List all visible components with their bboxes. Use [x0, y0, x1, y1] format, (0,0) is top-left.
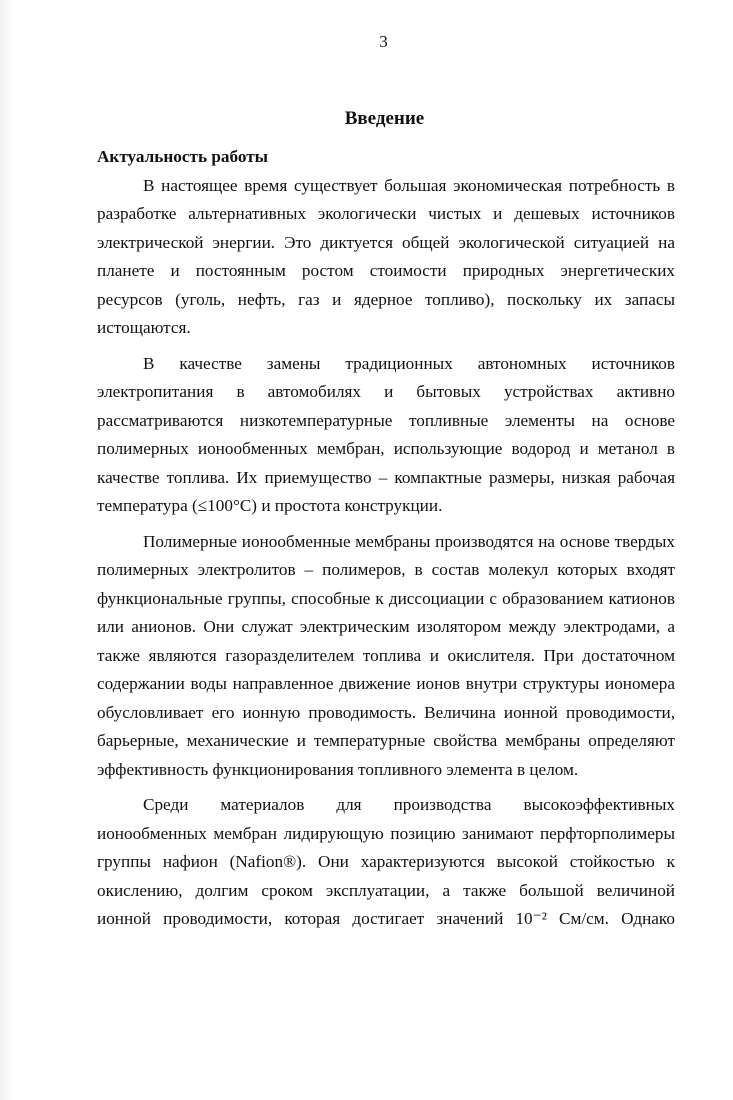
page-title: Введение: [344, 108, 425, 129]
paragraph: [97, 791, 675, 934]
document-body: [97, 143, 675, 934]
text-line: истощаются.: [97, 318, 191, 337]
paragraph: [97, 172, 675, 343]
text-line: Полимерные ионообменные мембраны производятся на основе твердых: [143, 531, 675, 551]
text-line: функциональные группы, способные к диссоциации с образованием катионов: [97, 588, 675, 608]
paragraphs: [97, 172, 675, 934]
text-line: ресурсов (уголь, нефть, газ и ядерное топливо), поскольку их запасы: [97, 289, 675, 309]
text-line: содержании воды направленное движение ионов внутри структуры иономера: [97, 674, 675, 693]
text-line: полимерных ионообменных мембран, использующие водород и метанол в: [97, 439, 675, 458]
text-line: планете и постоянным ростом стоимости природных энергетических: [97, 261, 675, 280]
text-line: разработке альтернативных экологически чистых и дешевых источников: [97, 204, 675, 223]
text-line: также являются газоразделителем топлива и окислителя. При достаточном: [97, 645, 675, 665]
text-line: ионной проводимости, которая достигает значений 10⁻² См/см. Однако: [97, 909, 675, 928]
text-line: или анионов. Они служат электрическим изолятором между электродами, а: [97, 617, 675, 636]
text-line: В настоящее время существует большая экономическая потребность в: [143, 175, 675, 195]
text-line: температура (≤100°С) и простота конструкции.: [97, 496, 443, 515]
text-line: электропитания в автомобилях и бытовых устройствах активно: [97, 382, 675, 401]
text-line: ионообменных мембран лидирующую позицию занимают перфторполимеры: [97, 823, 675, 843]
text-line: эффективность функционирования топливного элемента в целом.: [97, 759, 579, 779]
text-line: окислению, долгим сроком эксплуатации, а также большой величиной: [97, 880, 675, 900]
section-heading: Актуальность работы: [97, 147, 269, 166]
page-number: 3: [379, 32, 388, 51]
paragraph: [97, 350, 675, 521]
text-line: В качестве замены традиционных автономных источников: [143, 353, 675, 373]
scan-edge: [0, 0, 14, 1100]
text-line: барьерные, механические и температурные свойства мембраны определяют: [97, 731, 675, 750]
text-line: электрической энергии. Это диктуется общей экологической ситуацией на: [97, 232, 675, 252]
text-line: группы нафион (Nafion®). Они характеризуются высокой стойкостью к: [97, 852, 675, 871]
text-line: обусловливает его ионную проводимость. Величина ионной проводимости,: [97, 702, 675, 722]
text-line: рассматриваются низкотемпературные топливные элементы на основе: [97, 410, 675, 430]
paragraph: [97, 528, 675, 785]
text-line: качестве топлива. Их приемущество – компактные размеры, низкая рабочая: [97, 467, 675, 487]
text-line: Среди материалов для производства высокоэффективных: [143, 795, 675, 814]
text-line: полимерных электролитов – полимеров, в состав молекул которых входят: [97, 560, 675, 579]
